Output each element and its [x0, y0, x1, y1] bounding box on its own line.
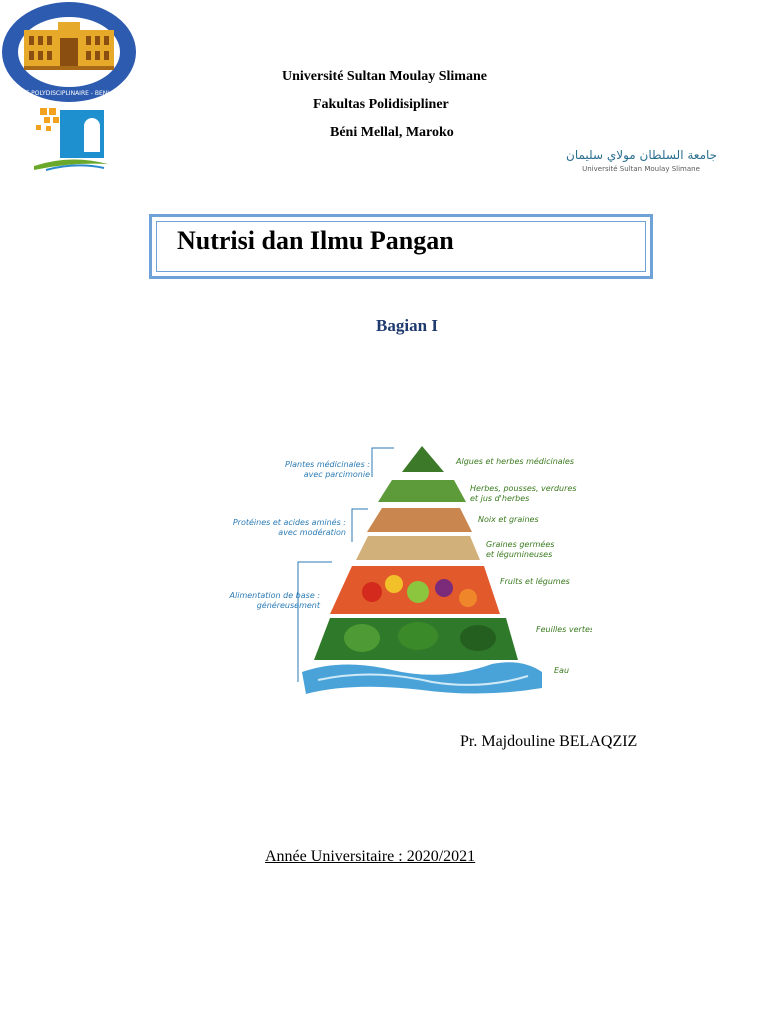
university-name: Université Sultan Moulay Slimane: [282, 69, 487, 84]
svg-text:Noix et graines: Noix et graines: [478, 515, 539, 524]
svg-text:Graines germéeset légumineuses: Graines germées et légumineuses: [486, 540, 555, 559]
university-mosaic-logo-icon: [0, 104, 138, 188]
svg-text:Plantes médicinales :avec parc: Plantes médicinales : avec parcimonie: [285, 460, 370, 479]
food-pyramid-icon: [222, 432, 592, 702]
svg-text:FACULTE POLYDISCIPLINAIRE - BE: FACULTE POLYDISCIPLINAIRE - BENI MELLAL: [3, 90, 135, 97]
author-name: Pr. Majdouline BELAQZIZ: [460, 733, 638, 750]
part-label: Bagian I: [376, 316, 438, 335]
svg-text:Protéines et acides aminés :av: Protéines et acides aminés : avec modération: [232, 518, 346, 537]
svg-text:Eau: Eau: [554, 666, 570, 675]
faculty-name: Fakultas Polidisipliner: [313, 97, 449, 112]
university-latin-name: Université Sultan Moulay Slimane: [582, 165, 700, 173]
svg-text:Algues et herbes médicinales: Algues et herbes médicinales: [456, 457, 574, 466]
svg-text:Fruits et légumes: Fruits et légumes: [500, 577, 570, 586]
svg-text:Feuilles vertes: Feuilles vertes: [536, 625, 592, 634]
university-arabic-name: جامعة السلطان مولاي سليمان: [566, 148, 718, 162]
food-pyramid-image: [222, 432, 592, 702]
location: Béni Mellal, Maroko: [330, 125, 454, 140]
academic-year: Année Universitaire : 2020/2021: [265, 848, 476, 865]
title-box: [149, 214, 653, 279]
faculty-logo: [0, 0, 138, 104]
svg-text:Alimentation de base :généreus: Alimentation de base : généreusement: [229, 591, 320, 610]
svg-text:Herbes, pousses, verdureset ju: Herbes, pousses, verdures et jus d'herbes: [470, 484, 577, 503]
document-title: Nutrisi dan Ilmu Pangan: [177, 226, 454, 255]
faculty-building-seal-icon: [0, 0, 138, 104]
